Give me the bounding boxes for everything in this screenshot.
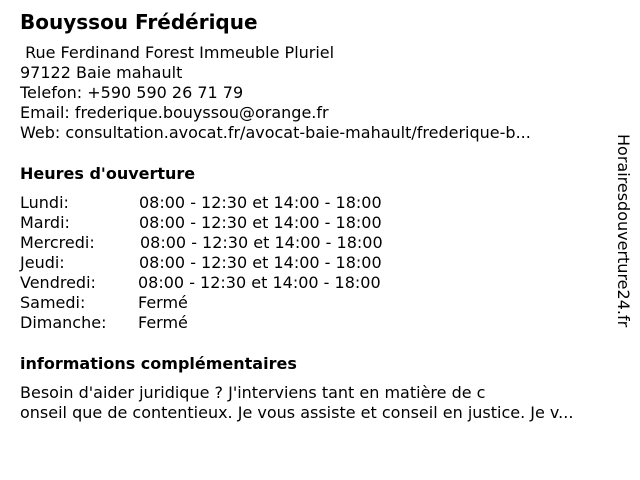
hours-value: Fermé: [138, 293, 188, 312]
hours-value: Fermé: [138, 313, 188, 332]
day-label: Mercredi:: [20, 233, 95, 252]
hours-row-sunday: [20, 313, 440, 333]
web-line: Web: consultation.avocat.fr/avocat-baie-mahault/frederique-b...: [20, 123, 531, 142]
info-line: Besoin d'aider juridique ? J'interviens tant en matière de c: [20, 383, 486, 402]
day-label: Lundi:: [20, 193, 69, 212]
address-city: 97122 Baie mahault: [20, 63, 183, 82]
contact-block: [20, 43, 531, 143]
hours-value: 08:00 - 12:30 et 14:00 - 18:00: [140, 233, 383, 252]
opening-hours-table: [20, 193, 440, 333]
day-label: Jeudi:: [20, 253, 65, 272]
hours-row-thursday: [20, 253, 440, 273]
day-label: Vendredi:: [20, 273, 96, 292]
hours-value: 08:00 - 12:30 et 14:00 - 18:00: [138, 273, 381, 292]
hours-value: 08:00 - 12:30 et 14:00 - 18:00: [139, 193, 382, 212]
day-label: Samedi:: [20, 293, 86, 312]
additional-info-text: [20, 383, 573, 423]
hours-row-wednesday: [20, 233, 440, 253]
hours-value: 08:00 - 12:30 et 14:00 - 18:00: [139, 213, 382, 232]
address-street: Rue Ferdinand Forest Immeuble Pluriel: [20, 43, 335, 62]
hours-row-tuesday: [20, 213, 440, 233]
hours-row-monday: [20, 193, 440, 213]
day-label: Dimanche:: [20, 313, 107, 332]
hours-row-friday: [20, 273, 440, 293]
additional-info-heading: informations complémentaires: [20, 354, 297, 373]
email-line: Email: frederique.bouyssou@orange.fr: [20, 103, 329, 122]
day-label: Mardi:: [20, 213, 70, 232]
site-watermark: Horairesdouverture24.fr: [614, 134, 633, 328]
business-name: Bouyssou Frédérique: [20, 10, 258, 34]
phone-line: Telefon: +590 590 26 71 79: [20, 83, 244, 102]
hours-value: 08:00 - 12:30 et 14:00 - 18:00: [139, 253, 382, 272]
opening-hours-heading: Heures d'ouverture: [20, 164, 196, 183]
info-line: onseil que de contentieux. Je vous assiste et conseil en justice. Je v...: [20, 403, 574, 422]
hours-row-saturday: [20, 293, 440, 313]
